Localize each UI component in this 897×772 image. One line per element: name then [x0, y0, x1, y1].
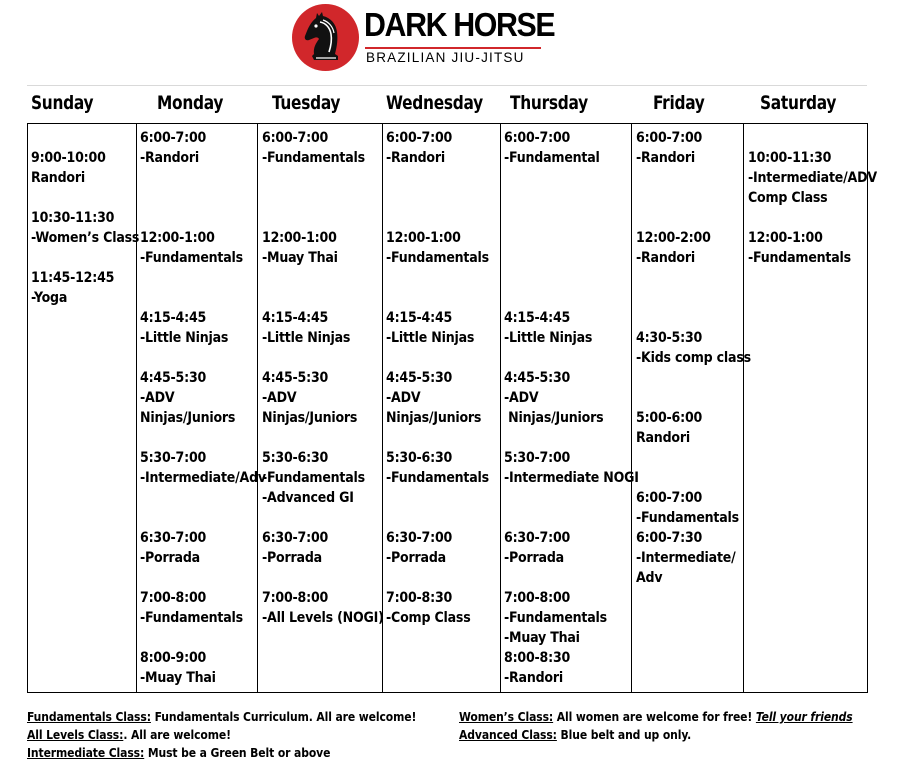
header-divider: [27, 85, 867, 86]
legend-womens-label: Women’s Class:: [459, 710, 554, 724]
class-time: 4:45-5:30: [140, 370, 207, 386]
class-name: -Intermediate/ADV: [748, 170, 877, 186]
class-entry: [386, 528, 452, 568]
legend-fundamentals-label: Fundamentals Class:: [27, 710, 151, 724]
class-time: 4:45-5:30: [504, 370, 571, 386]
class-entry: [262, 528, 328, 568]
class-name: -ADV: [386, 390, 421, 406]
day-column-saturday: [744, 124, 877, 692]
class-name: -Little Ninjas: [140, 330, 229, 346]
class-name: -Muay Thai: [140, 670, 216, 686]
class-entry: [386, 368, 481, 428]
class-name: -Intermediate/: [636, 550, 736, 566]
class-entry: [262, 128, 365, 168]
day-header-sunday: Sunday: [31, 92, 94, 114]
legend-advanced-label: Advanced Class:: [459, 728, 557, 742]
class-time: 11:45-12:45: [31, 270, 115, 286]
class-time: 6:30-7:00: [140, 530, 207, 546]
class-entry: [262, 228, 338, 268]
class-time: 6:00-7:30: [636, 530, 703, 546]
class-name: -Randori: [636, 250, 695, 266]
class-name: -Porrada: [386, 550, 446, 566]
class-name: -Randori: [386, 150, 445, 166]
class-name: -Fundamentals: [386, 470, 489, 486]
class-entry: [140, 308, 228, 348]
class-time: 6:00-7:00: [636, 130, 703, 146]
day-header-saturday: Saturday: [760, 92, 837, 114]
class-time: 4:45-5:30: [262, 370, 329, 386]
class-name: -All Levels (NOGI): [262, 610, 384, 626]
legend-womens: [459, 708, 853, 726]
class-entry: [386, 308, 474, 348]
knight-chess-piece-icon: [292, 4, 359, 71]
day-column-sunday: [28, 124, 140, 692]
class-entry: [504, 448, 639, 488]
class-name: -Women’s Class: [31, 230, 140, 246]
day-column-friday: [632, 124, 751, 692]
class-name: Comp Class: [748, 190, 828, 206]
class-time: 7:00-8:00: [504, 590, 571, 606]
logo-divider: [365, 47, 541, 49]
class-time: 4:15-4:45: [504, 310, 571, 326]
class-name: -Fundamentals: [140, 250, 243, 266]
class-name: Ninjas/Juniors: [504, 410, 604, 426]
class-entry: [140, 648, 216, 688]
class-entry: [31, 148, 106, 188]
class-entry: [504, 528, 570, 568]
class-entry: [748, 148, 877, 208]
legend-advanced-text: Blue belt and up only.: [556, 728, 692, 742]
class-entry: [140, 228, 243, 268]
class-time: 6:00-7:00: [386, 130, 453, 146]
day-column-wednesday: [383, 124, 501, 692]
class-time: 12:00-2:00: [636, 230, 711, 246]
day-column-tuesday: [258, 124, 383, 692]
class-entry: [504, 368, 603, 428]
legend-all-levels-text: . All are welcome!: [123, 728, 231, 742]
day-header-friday: Friday: [653, 92, 705, 114]
logo: [292, 4, 555, 72]
class-entry: [636, 228, 711, 268]
class-time: 4:15-4:45: [386, 310, 453, 326]
class-entry: [504, 648, 570, 688]
logo-title: DARK HORSE: [364, 6, 555, 43]
class-name: Ninjas/Juniors: [386, 410, 482, 426]
legend-fundamentals: [27, 708, 416, 726]
legend-fundamentals-text: Fundamentals Curriculum. All are welcome!: [150, 710, 417, 724]
class-entry: [636, 328, 751, 368]
class-time: 4:15-4:45: [262, 310, 329, 326]
class-time: 12:00-1:00: [262, 230, 337, 246]
class-name: Randori: [31, 170, 85, 186]
class-time: 4:45-5:30: [386, 370, 453, 386]
class-entry: [504, 588, 607, 648]
day-column-monday: [137, 124, 266, 692]
class-name: -Fundamentals: [636, 510, 739, 526]
class-time: 4:30-5:30: [636, 330, 703, 346]
class-name: -Fundamentals: [748, 250, 851, 266]
class-time: 5:30-6:30: [262, 450, 329, 466]
class-time: 5:30-7:00: [140, 450, 207, 466]
legend-intermediate: [27, 744, 330, 762]
class-name: Adv: [636, 570, 663, 586]
class-time: 9:00-10:00: [31, 150, 106, 166]
class-entry: [636, 408, 702, 448]
class-entry: [386, 128, 452, 168]
class-name: -Kids comp class: [636, 350, 751, 366]
class-entry: [262, 448, 365, 508]
class-entry: [636, 488, 739, 528]
class-time: 6:00-7:00: [140, 130, 207, 146]
class-name: -Fundamentals: [140, 610, 243, 626]
class-name: -Comp Class: [386, 610, 471, 626]
class-name: -Fundamentals: [386, 250, 489, 266]
class-time: 7:00-8:00: [140, 590, 207, 606]
class-entry: [386, 448, 489, 488]
class-time: 10:00-11:30: [748, 150, 832, 166]
day-column-thursday: [501, 124, 639, 692]
class-entry: [31, 268, 114, 308]
class-name: -Little Ninjas: [386, 330, 475, 346]
class-name: -Muay Thai: [504, 630, 580, 646]
class-entry: [262, 588, 384, 628]
class-entry: [140, 528, 206, 568]
class-entry: [140, 128, 206, 168]
day-header-monday: Monday: [157, 92, 224, 114]
class-name: -Porrada: [504, 550, 564, 566]
legend-all-levels-label: All Levels Class:: [27, 728, 124, 742]
legend-intermediate-text: Must be a Green Belt or above: [144, 746, 331, 760]
class-name: -Randori: [140, 150, 199, 166]
class-name: -Yoga: [31, 290, 68, 306]
class-name: -Fundamentals: [262, 470, 365, 486]
class-time: 10:30-11:30: [31, 210, 115, 226]
class-time: 7:00-8:00: [262, 590, 329, 606]
class-time: 5:00-6:00: [636, 410, 703, 426]
class-name: -Porrada: [262, 550, 322, 566]
class-name: -Fundamentals: [262, 150, 365, 166]
legend-womens-emphasis: Tell your friends: [755, 710, 853, 724]
class-name: -Intermediate/Adv: [140, 470, 266, 486]
class-time: 6:00-7:00: [262, 130, 329, 146]
class-time: 7:00-8:30: [386, 590, 453, 606]
class-entry: [504, 128, 600, 168]
class-entry: [748, 228, 851, 268]
class-time: 6:30-7:00: [262, 530, 329, 546]
class-name: -Advanced GI: [262, 490, 354, 506]
class-name: -ADV: [140, 390, 175, 406]
legend-womens-text: All women are welcome for free!: [553, 710, 756, 724]
class-name: -ADV: [504, 390, 539, 406]
class-entry: [636, 128, 702, 168]
class-name: -ADV: [262, 390, 297, 406]
class-name: -Fundamentals: [504, 610, 607, 626]
class-entry: [386, 228, 489, 268]
class-name: -Fundamental: [504, 150, 600, 166]
class-entry: [31, 208, 139, 248]
day-header-thursday: Thursday: [510, 92, 588, 114]
legend-advanced: [459, 726, 691, 744]
class-entry: [262, 368, 357, 428]
day-header-tuesday: Tuesday: [272, 92, 341, 114]
logo-subtitle: BRAZILIAN JIU-JITSU: [366, 50, 525, 65]
class-time: 4:15-4:45: [140, 310, 207, 326]
class-time: 12:00-1:00: [140, 230, 215, 246]
class-time: 8:00-8:30: [504, 650, 571, 666]
class-time: 6:30-7:00: [504, 530, 571, 546]
class-entry: [140, 448, 266, 488]
class-time: 6:30-7:00: [386, 530, 453, 546]
class-time: 12:00-1:00: [386, 230, 461, 246]
class-name: -Intermediate NOGI: [504, 470, 639, 486]
logo-badge: [292, 4, 359, 71]
class-entry: [140, 588, 243, 628]
class-name: Ninjas/Juniors: [262, 410, 358, 426]
class-name: -Porrada: [140, 550, 200, 566]
class-time: 5:30-6:30: [386, 450, 453, 466]
class-entry: [386, 588, 471, 628]
class-time: 8:00-9:00: [140, 650, 207, 666]
class-entry: [504, 308, 592, 348]
class-time: 5:30-7:00: [504, 450, 571, 466]
class-name: Randori: [636, 430, 690, 446]
class-name: -Randori: [504, 670, 563, 686]
class-time: 12:00-1:00: [748, 230, 823, 246]
class-name: -Randori: [636, 150, 695, 166]
day-header-wednesday: Wednesday: [386, 92, 483, 114]
class-entry: [262, 308, 350, 348]
class-entry: [140, 368, 235, 428]
legend-all-levels: [27, 726, 231, 744]
class-time: 6:00-7:00: [636, 490, 703, 506]
class-time: 6:00-7:00: [504, 130, 571, 146]
class-name: -Little Ninjas: [504, 330, 593, 346]
class-entry: [636, 528, 736, 588]
legend-intermediate-label: Intermediate Class:: [27, 746, 145, 760]
class-name: -Little Ninjas: [262, 330, 351, 346]
schedule-grid: [27, 123, 877, 693]
class-name: Ninjas/Juniors: [140, 410, 236, 426]
class-name: -Muay Thai: [262, 250, 338, 266]
